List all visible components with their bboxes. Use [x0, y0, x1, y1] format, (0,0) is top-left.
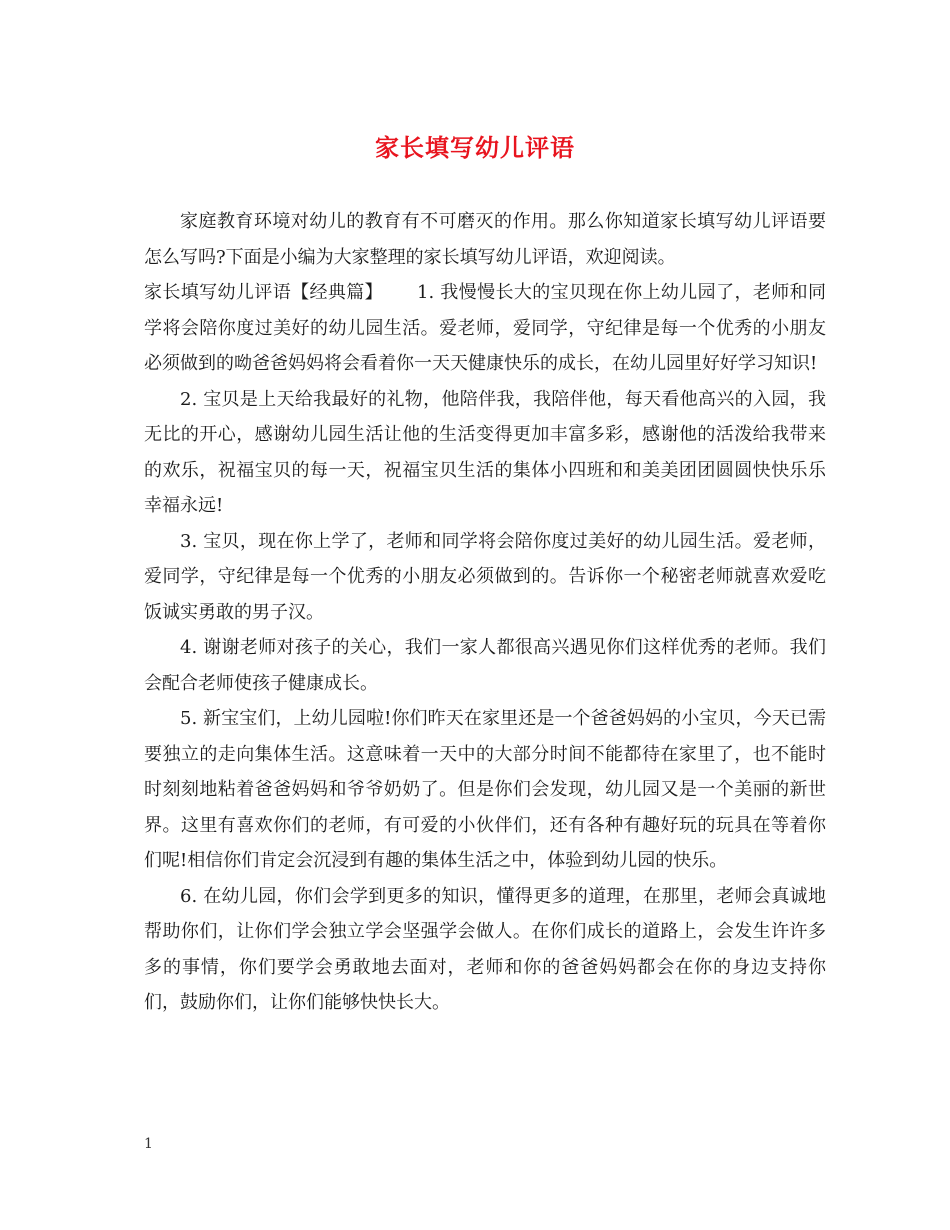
- comment-item-1: 1. 我慢慢长大的宝贝现在你上幼儿园了，老师和同学将会陪你度过美好的幼儿园生活。爱老师，爱同学，守纪律是每一个优秀的小朋友必须做到的呦爸爸妈妈将会看着你一天天健康快乐的成长，在幼儿园里好好学习知识!: [144, 282, 826, 374]
- comment-item-6: 6. 在幼儿园，你们会学到更多的知识，懂得更多的道理，在那里，老师会真诚地帮助你们，让你们学会独立学会坚强学会做人。在你们成长的道路上，会发生许许多多的事情，你们要学会勇敢地去面对，老师和你的爸爸妈妈都会在你的身边支持你们，鼓励你们，让你们能够快快长大。: [144, 885, 826, 1013]
- comment-item-2: 2. 宝贝是上天给我最好的礼物，他陪伴我，我陪伴他，每天看他高兴的入园，我无比的开心，感谢幼儿园生活让他的生活变得更加丰富多彩，感谢他的活泼给我带来的欢乐，祝福宝贝的每一天，祝福宝贝生活的集体小四班和和美美团团圆圆快快乐乐幸福永远!: [144, 388, 826, 516]
- intro-paragraph: 家庭教育环境对幼儿的教育有不可磨灭的作用。那么你知道家长填写幼儿评语要怎么写吗?下面是小编为大家整理的家长填写幼儿评语，欢迎阅读。: [144, 211, 826, 268]
- document-title: 家长填写幼儿评语: [375, 133, 575, 162]
- comment-item-3: 3. 宝贝，现在你上学了，老师和同学将会陪你度过美好的幼儿园生活。爱老师，爱同学，守纪律是每一个优秀的小朋友必须做到的。告诉你一个秘密老师就喜欢爱吃饭诚实勇敢的男子汉。: [144, 530, 826, 623]
- section-paragraph: [144, 275, 826, 382]
- document-body: [144, 204, 826, 1021]
- page-number: 1: [144, 1136, 153, 1152]
- comment-item-5: 5. 新宝宝们，上幼儿园啦!你们昨天在家里还是一个爸爸妈妈的小宝贝，今天已需要独立的走向集体生活。这意味着一天中的大部分时间不能都待在家里了，也不能时时刻刻地粘着爸爸妈妈和爷爷奶奶了。但是你们会发现，幼儿园又是一个美丽的新世界。这里有喜欢你们的老师，有可爱的小伙伴们，还有各种有趣好玩的玩具在等着你们呢!相信你们肯定会沉浸到有趣的集体生活之中，体验到幼儿园的快乐。: [144, 708, 826, 871]
- comment-item-4: 4. 谢谢老师对孩子的关心，我们一家人都很高兴遇见你们这样优秀的老师。我们会配合老师使孩子健康成长。: [144, 637, 826, 694]
- section-heading: 家长填写幼儿评语【经典篇】: [144, 282, 384, 303]
